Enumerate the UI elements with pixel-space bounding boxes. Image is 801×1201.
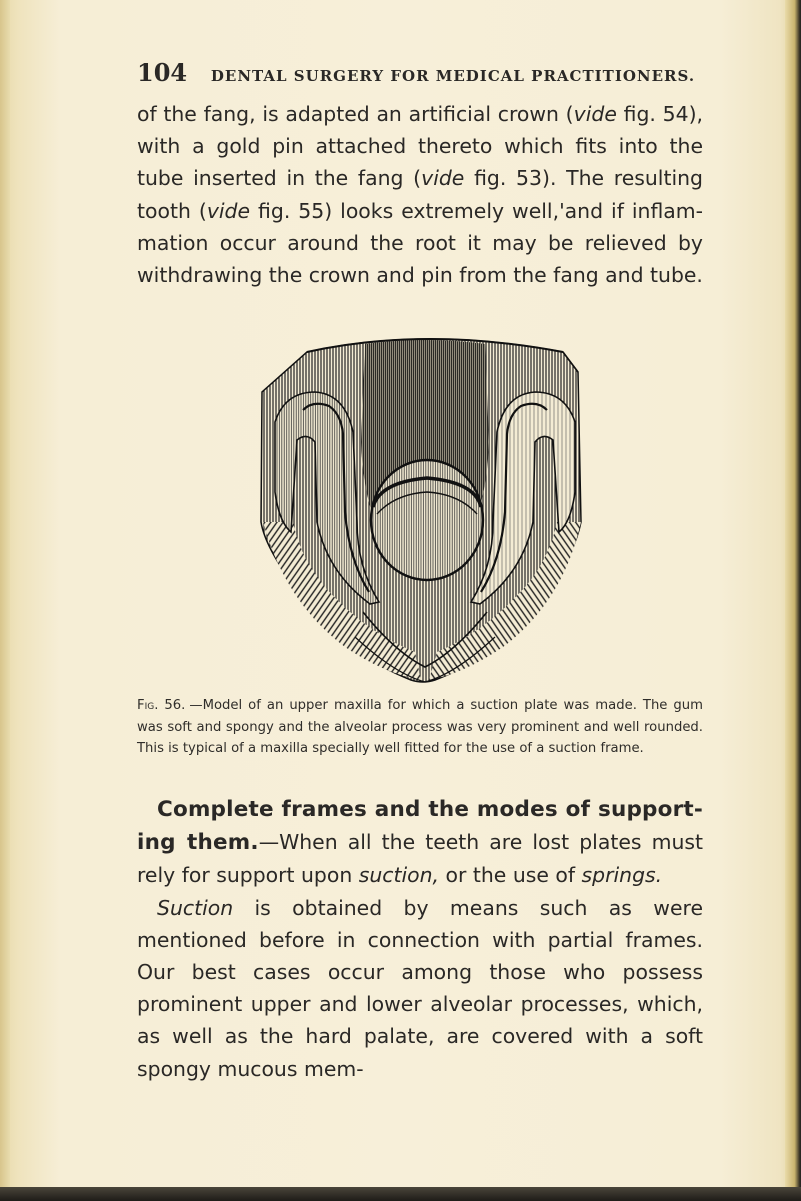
page-edge (785, 0, 801, 1201)
binding-edge (0, 0, 10, 1201)
running-title: DENTAL SURGERY FOR MEDICAL PRACTITIONERS. (210, 67, 696, 85)
maxilla-illustration (245, 322, 605, 692)
bottom-edge (0, 1187, 801, 1201)
running-head (137, 58, 697, 87)
paragraph-2: Complete frames and the modes of support-ing them.—When all the teeth are lost plates must rely for support upon suction, or the use of springs. Suction is obtained by means such as were mentioned before in connection with partial frames. Our best cases occur among those who possess prominent upper and lower alveolar processes, which, as well as the hard palate, are covered with a soft spongy mucous mem- (137, 797, 703, 1081)
figure-caption: Fig. 56. —Model of an upper maxilla for which a suction plate was made. The gum was soft and spongy and the alveolar process was very prominent and well rounded. This is typical of a maxilla specially well fitted for the use of a suction frame. (137, 698, 703, 756)
paragraph-1: of the fang, is adapted an artificial crown (vide fig. 54), with a gold pin attached thereto which fits into the tube inserted in the fang (vide fig. 53). The resulting tooth (vide fig. 55) looks extremely well,'and if inflam-mation occur around the root it may be relieved by withdrawing the crown and pin from the fang and tube. (137, 102, 704, 288)
section-heading: Complete frames and the modes of support-ing them. (137, 797, 703, 856)
figure-label: Fig. 56. (137, 698, 186, 713)
maxilla-drawing (245, 322, 605, 692)
page-number: 104 (137, 58, 188, 87)
